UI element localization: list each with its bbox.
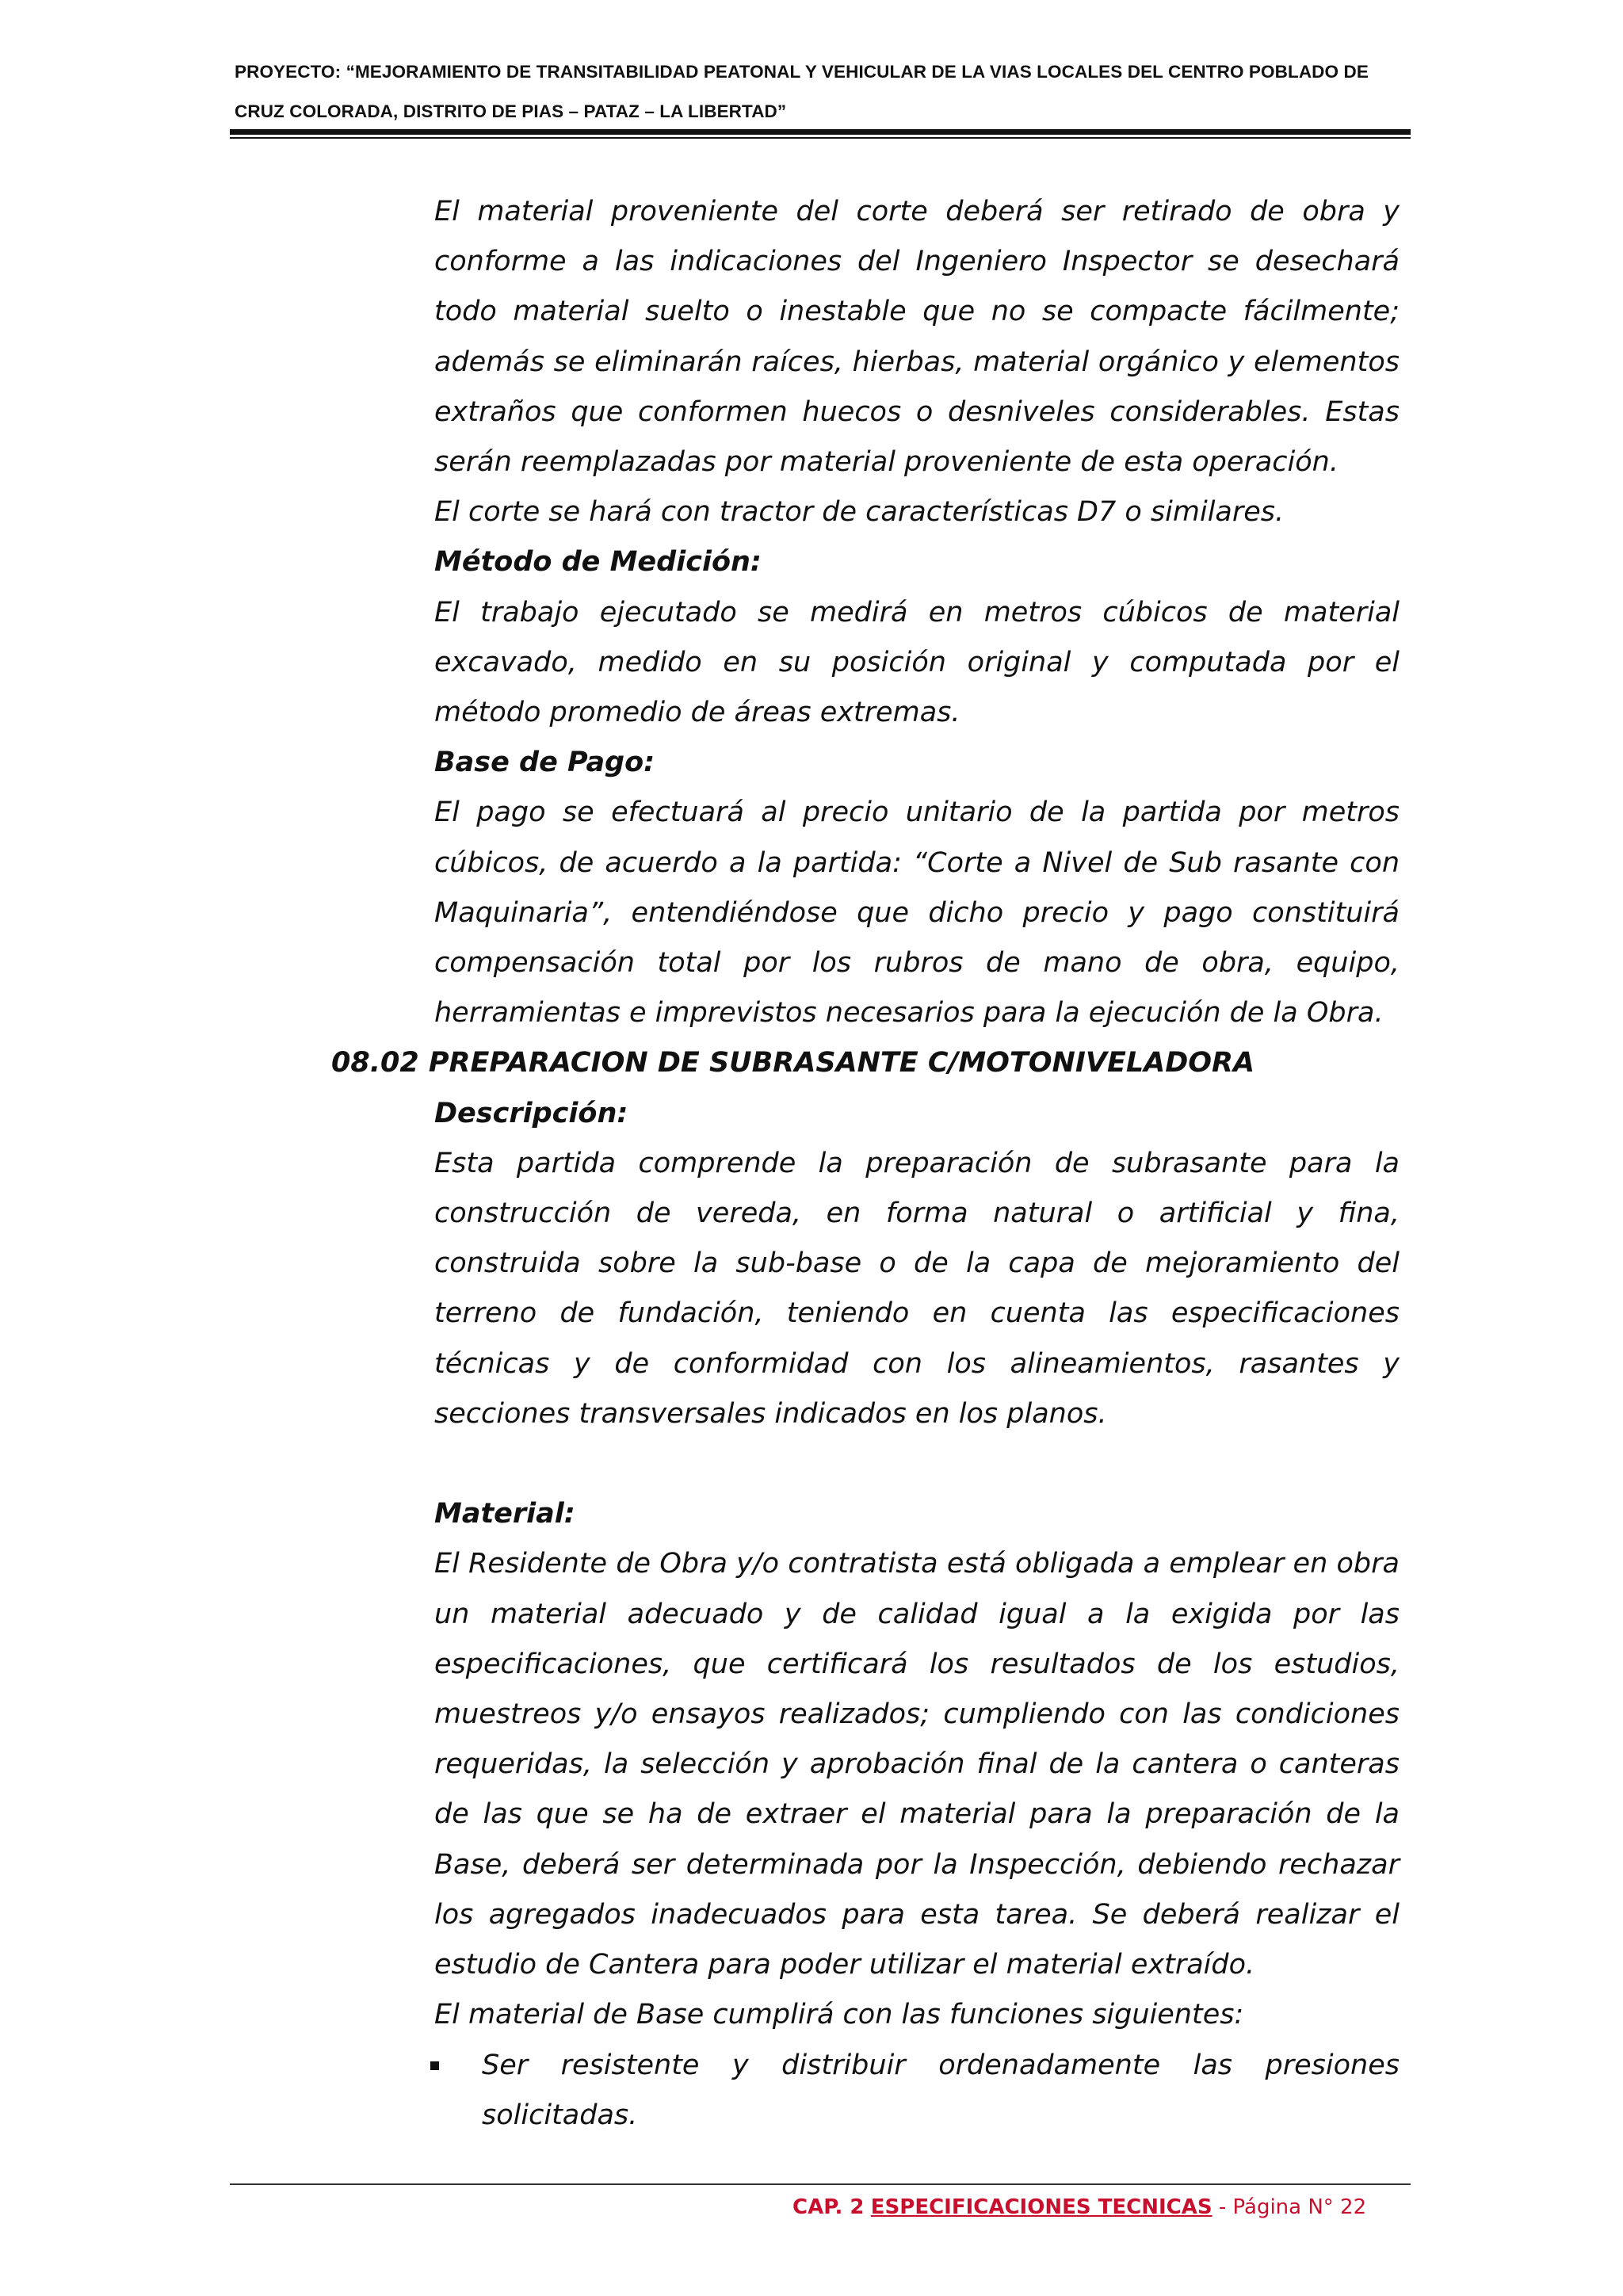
footer-page-number: Página N° 22 (1232, 2195, 1367, 2219)
paragraph-descripcion: Esta partida comprende la preparación de subrasante para la construcción de vereda, en forma natural o artificial y fina, construida sobre la sub-base o de la capa de mejoramiento del terreno de fundación, teniendo en cuenta las especificaciones técnicas y de conformidad con los alineamientos, rasantes y secciones transversales indicados en los planos. (434, 1147, 1400, 1430)
header-rule-thin (230, 137, 1411, 139)
heading-metodo-medicion: Método de Medición: (434, 546, 762, 579)
footer-section-title: ESPECIFICACIONES TECNICAS (870, 2195, 1212, 2219)
paragraph-corte-tractor: El corte se hará con tractor de características D7 o similares. (434, 496, 1285, 529)
heading-material: Material: (434, 1498, 575, 1530)
page-footer (792, 2194, 1366, 2221)
footer-chapter: CAP. 2 (792, 2195, 865, 2219)
square-bullet-icon (430, 2061, 439, 2070)
bullet-text: Ser resistente y distribuir ordenadamente las presiones solicitadas. (482, 2049, 1400, 2131)
header-rule-thick (230, 129, 1411, 135)
footer-rule (230, 2183, 1411, 2185)
section-title-0802: 08.02 PREPARACION DE SUBRASANTE C/MOTONIVELADORA (331, 1047, 1255, 1079)
heading-base-pago: Base de Pago: (434, 747, 655, 779)
header-project-line-1: PROYECTO: “MEJORAMIENTO DE TRANSITABILIDAD PEATONAL Y VEHICULAR DE LA VIAS LOCALES DEL CENTRO POBLADO DE (235, 62, 1369, 82)
document-body (331, 187, 1400, 2141)
heading-descripcion: Descripción: (434, 1097, 628, 1129)
header-project-line-2: CRUZ COLORADA, DISTRITO DE PIAS – PATAZ – LA LIBERTAD” (235, 101, 787, 121)
page-header (235, 52, 1400, 132)
paragraph-medicion: El trabajo ejecutado se medirá en metros cúbicos de material excavado, medido en su posición original y computada por el método promedio de áreas extremas. (434, 596, 1400, 729)
paragraph-corte-material: El material proveniente del corte deberá ser retirado de obra y conforme a las indicaciones del Ingeniero Inspector se desechará todo material suelto o inestable que no se compacte fácilmente; además se eliminarán raíces, hierbas, material orgánico y elementos extraños que conformen huecos o desniveles considerables. Estas serán reemplazadas por material proveniente de esta operación. (434, 196, 1400, 479)
paragraph-material: El Residente de Obra y/o contratista está obligada a emplear en obra un material adecuado y de calidad igual a la exigida por las especificaciones, que certificará los resultados de los estudios, muestreos y/o ensayos realizados; cumpliendo con las condiciones requeridas, la selección y aprobación final de la cantera o canteras de las que se ha de extraer el material para la preparación de la Base, deberá ser determinada por la Inspección, debiendo rechazar los agregados inadecuados para esta tarea. Se deberá realizar el estudio de Cantera para poder utilizar el material extraído. (434, 1548, 1400, 1981)
paragraph-pago: El pago se efectuará al precio unitario de la partida por metros cúbicos, de acuerdo a la partida: “Corte a Nivel de Sub rasante con Maquinaria”, entendiéndose que dicho precio y pago constituirá compensación total por los rubros de mano de obra, equipo, herramientas e imprevistos necesarios para la ejecución de la Obra. (434, 797, 1400, 1030)
footer-separator: - (1212, 2195, 1233, 2219)
list-item (434, 2041, 1400, 2141)
paragraph-funciones: El material de Base cumplirá con las funciones siguientes: (434, 1999, 1244, 2031)
paragraph-spacer (434, 1439, 1400, 1489)
